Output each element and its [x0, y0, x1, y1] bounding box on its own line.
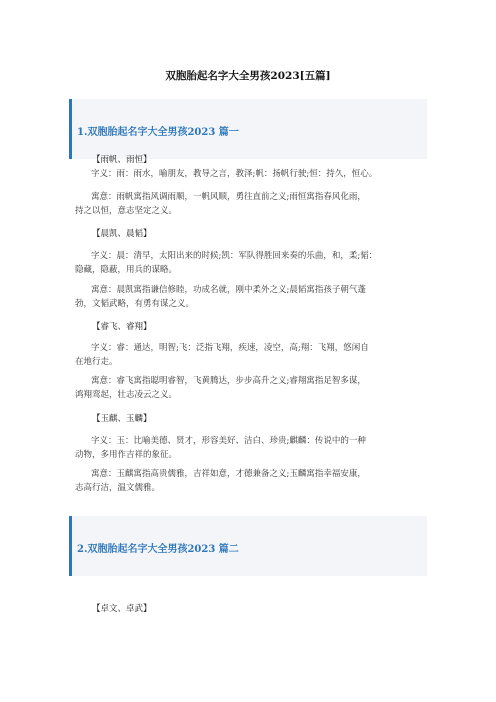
text-line: 字义：晨：清早，太阳出来的时候;凯：军队得胜回来奏的乐曲，和，柔;韬：: [91, 251, 378, 261]
text-line: 志高行洁，温文儒雅。: [75, 483, 161, 493]
entry-heading: 【玉麒、玉麟】: [92, 414, 152, 424]
entry-heading: 【雨帆、雨恒】: [92, 155, 152, 165]
entry-heading: 【睿飞、睿翔】: [92, 322, 152, 332]
entry-implication: [75, 374, 425, 402]
text-line: 寓意：雨帆寓指风调雨顺，一帆风顺，勇往直前之义;雨恒寓指春风化雨，: [91, 192, 366, 202]
text-line: 勃，文韬武略，有勇有谋之义。: [75, 299, 195, 309]
text-line: 隐藏，隐蔽，用兵的谋略。: [75, 265, 178, 275]
text-line: 在地行走。: [75, 357, 118, 367]
text-line: 鸿翔鸾起，壮志凌云之义。: [75, 390, 178, 400]
text-line: 字义：睿：通达，明智;飞：泛指飞翔，疾速，凌空，高;翔：飞翔，悠闲自: [91, 343, 369, 353]
section-title: 2.双胞胎起名字大全男孩2023 篇二: [77, 544, 239, 555]
entry-meaning: [75, 167, 425, 181]
entry-implication: [75, 283, 425, 311]
text-line: 持之以恒，意志坚定之义。: [75, 206, 178, 216]
text-line: 字义：雨：雨水，喻朋友，教导之言，教泽;帆：扬帆行驶;恒：持久，恒心。: [91, 169, 378, 179]
text-line: 寓意：晨凯寓指谦信修睦，功成名就，刚中柔外之义;晨韬寓指孩子朝气蓬: [91, 285, 366, 295]
entry-implication: [75, 467, 425, 495]
entry-meaning: [75, 249, 425, 277]
text-line: 字义：玉：比喻美德、贤才，形容美好、洁白、珍贵;麒麟：传说中的一种: [91, 436, 366, 446]
entry-heading: 【卓文、卓武】: [92, 604, 152, 614]
document-title: 双胞胎起名字大全男孩2023[五篇]: [165, 70, 331, 82]
section-header-1: [69, 99, 427, 159]
section-header-2: [69, 516, 427, 576]
entry-meaning: [75, 341, 425, 369]
text-line: 动物，多用作吉祥的象征。: [75, 450, 178, 460]
entry-heading: 【晨凯、晨韬】: [92, 229, 152, 239]
text-line: 寓意：睿飞寓指聪明睿智，飞黄腾达，步步高升之义;睿翔寓指足智多谋，: [91, 376, 366, 386]
entry-meaning: [75, 434, 425, 462]
entry-implication: [75, 190, 425, 218]
section-title: 1.双胞胎起名字大全男孩2023 篇一: [77, 127, 239, 138]
text-line: 寓意：玉麒寓指高贵儒雅，吉祥如意，才德兼备之义;玉麟寓指幸福安康，: [91, 469, 366, 479]
